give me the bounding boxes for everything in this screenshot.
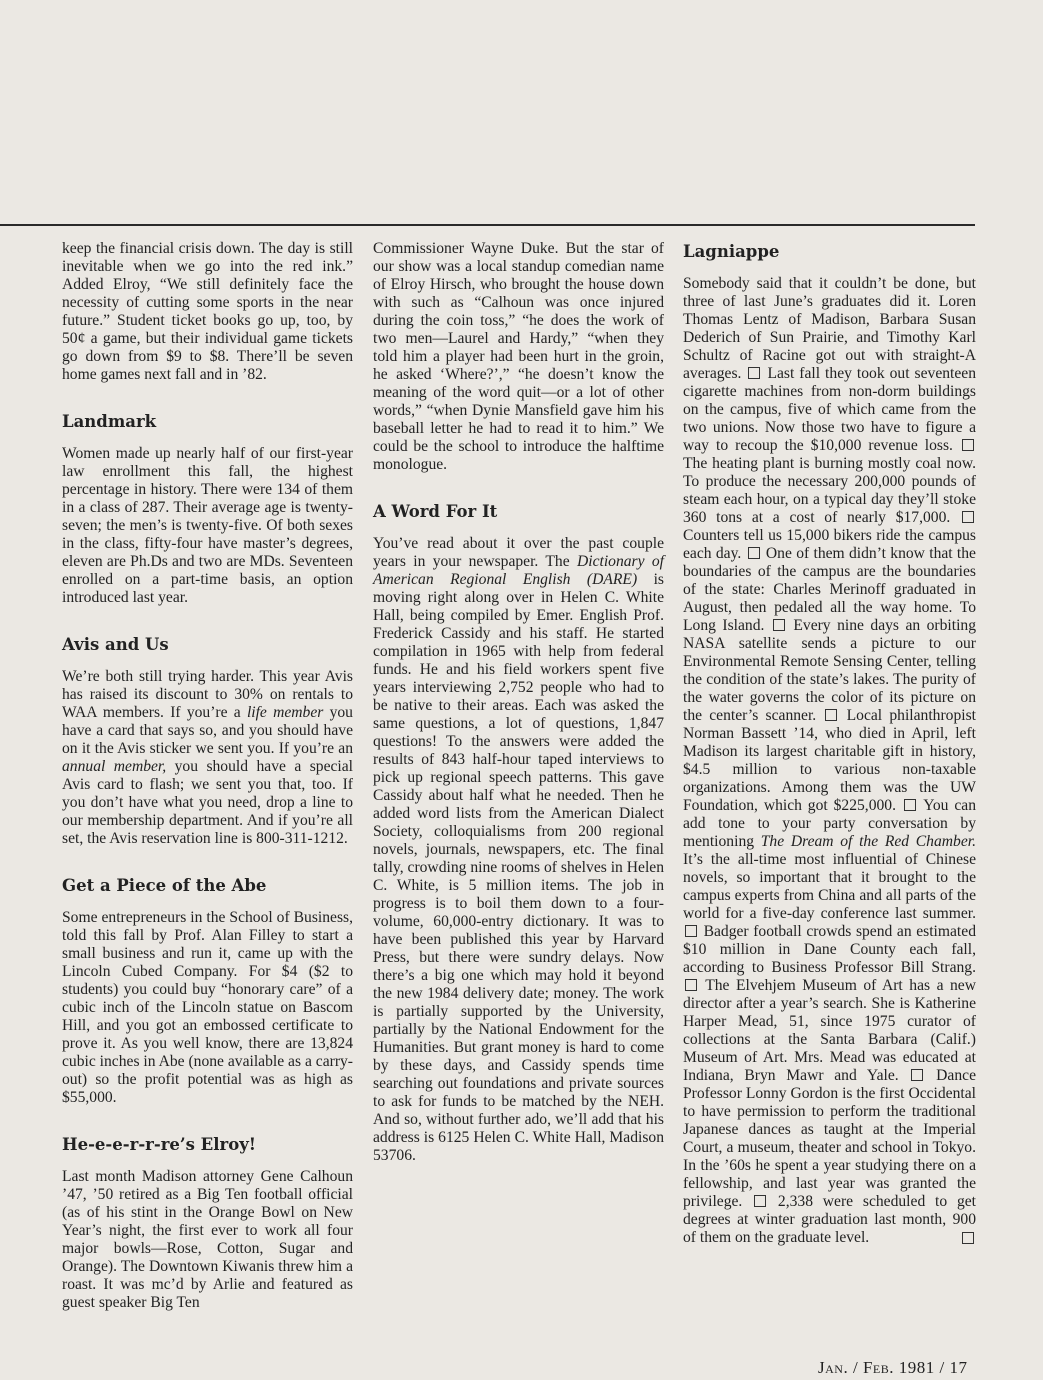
paragraph: Last month Madison attorney Gene Calhoun ’47, ’50 retired as a Big Ten football official (as of his stint in the Orange Bowl on New Year’s night, the first ever to work all four major bowls—Rose, Cotton, Sugar and Orange). The Downtown Kiwanis threw him a roast. It was mc’d by Arlie and featured as guest speaker Big Ten <box>62 1168 353 1311</box>
section-heading-lagniappe: Lagniappe <box>683 242 780 261</box>
page-footer <box>818 1358 967 1378</box>
text-run: Dance Professor Lonny Gordon is the first Occidental to have permission to perform the traditional Japanese dances as taught at the Imperial Court, a museum, theater and school in Tokyo. In the ’60s he spent a year studying there on a fellowship, and last year was granted the privilege. <box>683 1067 976 1210</box>
text-run: The Elvehjem Museum of Art has a new director after a year’s search. She is Katherine Harper Mead, 51, since 1975 curator of collections at the Santa Barbara (Calif.) Museum of Art. Mrs. Mead was educated at Indiana, Bryn Mawr and Yale. <box>683 977 976 1084</box>
italic-run: Dictionary of American Regional English (DARE) <box>373 553 664 588</box>
text-run: 2,338 were scheduled to get degrees at winter graduation last month, 900 of them on the graduate level. <box>683 1193 976 1246</box>
paragraph: Commissioner Wayne Duke. But the star of our show was a local standup comedian name of Elroy Hirsch, who brought the house down with such as “Calhoun was once injured during the coin toss,” “he does the work of two men—Laurel and Hardy,” “when they told him a player had been hurt in the groin, he asked ‘Where?’,” “he doesn’t know the meaning of the word quit—or a lot of other words,” “when Dynie Mansfield gave him his baseball letter he had to read it to him.” We could be the school to introduce the halftime monologue. <box>373 240 664 473</box>
bullet-box-icon <box>685 979 697 991</box>
bullet-box-icon <box>754 1195 766 1207</box>
text-run: You can add tone to your party conversation by mentioning <box>683 797 976 850</box>
bullet-box-icon <box>685 925 697 937</box>
section-heading-avis: Avis and Us <box>62 635 169 654</box>
bullet-box-icon <box>748 547 760 559</box>
text-run: Every nine days an orbiting NASA satellite sends a picture to our Environmental Remote Sensing Center, telling the condition of the state’s lakes. The purity of the water governs the color of its picture on the center’s scanner. <box>683 617 977 724</box>
paragraph <box>373 535 664 1165</box>
text-run: Local philanthropist Norman Bassett ’14, who died in April, left Madison its largest charitable gift in history, $4.5 million to various non-taxable organizations. Among them was the UW Foundation, which got $225,000. <box>683 707 976 814</box>
bullet-box-icon <box>773 619 785 631</box>
italic-run: The Dream of the Red Chamber. <box>760 833 976 850</box>
paragraph: Women made up nearly half of our first-year law enrollment this fall, the highest percentage in history. There were 134 of them in a class of 287. Their average age is twenty-seven; the men’s is twenty-five. Of both sexes in the class, fifty-four have master’s degrees, eleven are Ph.Ds and two are MDs. Seventeen enrolled on a part-time basis, an option introduced last year. <box>62 445 353 606</box>
column-3 <box>683 240 976 1247</box>
section-heading-abe: Get a Piece of the Abe <box>62 876 267 895</box>
text-run: Last fall they took out seventeen cigarette machines from non-dorm buildings on the campus, five of which came from the two unions. Now those two have to figure a way to recoup the $10,000 revenue loss. <box>683 365 977 454</box>
text-run: you should have a special Avis card to flash; we sent you that, too. If you don’t have what you need, drop a line to our membership department. And if you’re all set, the Avis reservation line is 800-311-1212. <box>62 758 354 847</box>
text-run: It’s the all-time most influential of Chinese novels, so important that it brought to the campus experts from China and all parts of the world for a five-day conference last summer. <box>683 851 976 922</box>
paragraph: keep the financial crisis down. The day is still inevitable when we go into the red ink.” Added Elroy, “We still definitely face the necessity of cutting some sports in the near future.” Student ticket books go up, too, by 50¢ a game, but their individual game tickets go down from $9 to $8. There’ll be seven home games next fall and in ’82. <box>62 240 353 383</box>
bullet-box-icon <box>904 799 916 811</box>
text-run: Badger football crowds spend an estimated $10 million in Dane County each fall, according to Business Professor Bill Strang. <box>683 923 976 976</box>
footer-year-page: 1981 / 17 <box>893 1358 968 1377</box>
text-run: you have a card that says so, and you should have on it the Avis sticker we sent you. If you’re an <box>62 704 353 757</box>
bullet-box-icon <box>748 367 760 379</box>
paragraph: Some entrepreneurs in the School of Business, told this fall by Prof. Alan Filley to start a small business and run it, came up with the Lincoln Cubed Company. For $4 ($2 to students) you could buy “honorary care” of a cubic inch of the Lincoln statue on Bascom Hill, and you got an embossed certificate to prove it. As you well know, there are 13,824 cubic inches in Abe (none available as a carry-out) so the profit potential was as high as $55,000. <box>62 909 353 1106</box>
section-heading-elroy: He-e-e-r-r-re’s Elroy! <box>62 1135 257 1154</box>
text-run: Somebody said that it couldn’t be done, but three of last June’s graduates did it. Loren Thomas Lentz of Madison, Barbara Susan Dederich of Sun Prairie, and Timothy Karl Schultz of Racine got out with straight-A averages. <box>683 275 976 382</box>
section-heading-landmark: Landmark <box>62 412 157 431</box>
header-rule <box>0 224 975 226</box>
section-heading-word: A Word For It <box>373 502 498 521</box>
text-run: You’ve read about it over the past couple years in your newspaper. The <box>373 535 664 570</box>
footer-month: Feb. <box>862 1358 894 1377</box>
italic-run: annual member, <box>62 758 167 775</box>
text-run: One of them didn’t know that the boundaries of the campus are the boundaries of the state: Charles Merinoff graduated in August, then pedaled all the way home. To Long Island. <box>683 545 976 634</box>
footer-separator: / <box>848 1358 863 1377</box>
text-run: is moving right along over in Helen C. White Hall, being compiled by Emer. English Prof. Frederick Cassidy and his staff. He started compilation in 1965 with help from federal funds. He and his field workers spent five years interviewing 2,752 people who had to be native to their areas. Each was asked the same questions, a lot of questions, 1,847 questions! To the answers were added the results of 843 half-hour taped interviews to pick up regional speech patterns. This gave Cassidy about half what he needed. Then he added word lists from the American Dialect Society, colloquialisms from 200 regional novels, journals, newspapers, etc. The final tally, crowding nine rooms of shelves in Helen C. White, is 5 million items. The job in progress is to boil them down to a four-volume, 60,000-entry dictionary. It was to have been published this year by Harvard Press, but there were sundry delays. Now there’s a big one which may hold it beyond the new 1984 delivery date; money. The work is partially supported by the University, partially by the National Endowment for the Humanities. But grant money is hard to come by these days, and Cassidy spends time searching out foundations and private sources to ask for funds to be matched by the NEH. And so, without further ado, we’ll add that his address is 6125 Helen C. White Hall, Madison 53706. <box>373 571 664 1164</box>
bullet-box-icon <box>825 709 837 721</box>
text-run: We’re both still trying harder. This year Avis has raised its discount to 30% on rentals to WAA members. If you’re a <box>62 668 353 721</box>
text-run: The heating plant is burning mostly coal now. To produce the necessary 200,000 pounds of steam each hour, on a typical day they’ll stoke 360 tons at a cost of nearly $17,000. <box>683 455 976 526</box>
bullet-box-icon <box>962 511 974 523</box>
bullet-box-icon <box>962 439 974 451</box>
footer-month: Jan. <box>818 1358 849 1377</box>
italic-run: life member <box>246 704 324 721</box>
text-run: Counters tell us 15,000 bikers ride the campus each day. <box>683 527 976 562</box>
end-mark-box-icon <box>962 1232 974 1244</box>
column-2 <box>373 240 664 1165</box>
paragraph <box>62 668 353 848</box>
paragraph <box>683 275 976 1247</box>
bullet-box-icon <box>911 1069 923 1081</box>
column-1 <box>62 240 353 1312</box>
